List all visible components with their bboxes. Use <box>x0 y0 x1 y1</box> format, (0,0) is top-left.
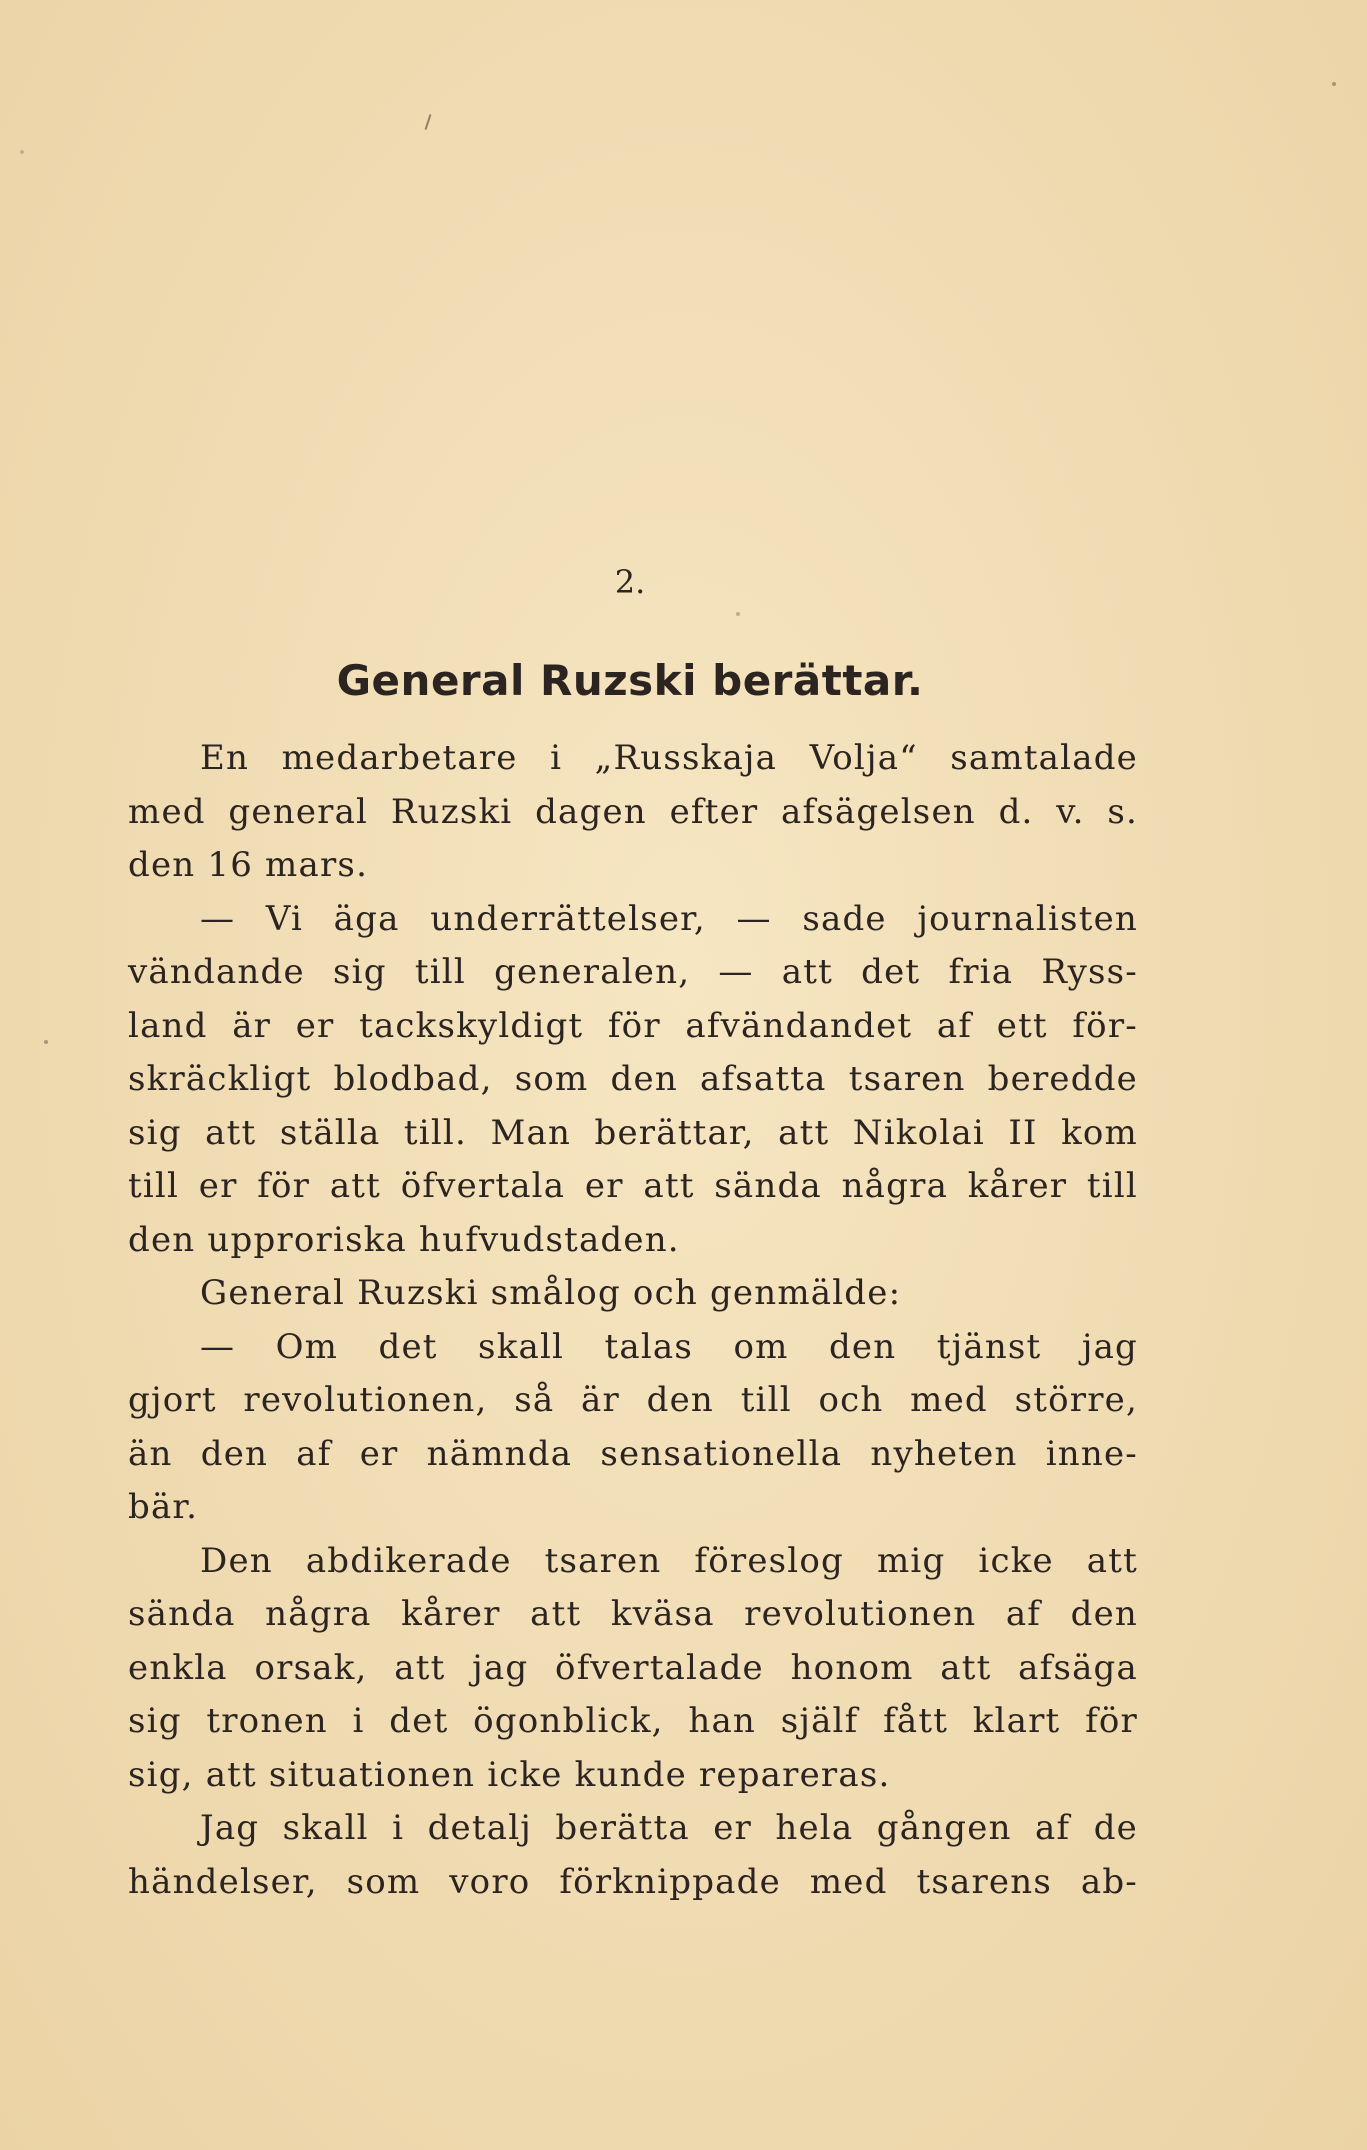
text-line: — Vi äga underrättelser, — sade journalisten <box>200 898 1138 939</box>
text-line: enkla orsak, att jag öfvertalade honom att afsäga <box>128 1647 1138 1688</box>
paper-speck <box>20 150 24 154</box>
text-line: General Ruzski smålog och genmälde: <box>200 1273 902 1313</box>
text-line: — Om det skall talas om den tjänst jag <box>200 1326 1138 1367</box>
text-line: skräckligt blodbad, som den afsatta tsaren beredde <box>128 1059 1138 1099</box>
chapter-heading: General Ruzski berättar. <box>336 656 924 705</box>
text-line: händelser, som voro förknippade med tsarens ab- <box>128 1861 1138 1902</box>
text-line: En medarbetare i „Russkaja Volja“ samtalade <box>200 738 1138 778</box>
text-line: Jag skall i detalj berätta er hela gången af de <box>200 1808 1138 1848</box>
text-line: sig tronen i det ögonblick, han själf fått klart för <box>128 1701 1138 1741</box>
paragraph <box>128 1267 1138 1321</box>
paper-speck <box>44 1040 48 1044</box>
paragraph <box>128 893 1138 1268</box>
text-line: vändande sig till generalen, — att det fria Ryss- <box>128 952 1138 992</box>
ink-mark <box>425 114 432 130</box>
paper-speck <box>736 612 740 616</box>
page-number: 2. <box>614 563 646 601</box>
text-line: med general Ruzski dagen efter afsägelsen d. v. s. <box>128 791 1138 832</box>
text-line: land är er tackskyldigt för afvändandet af ett för- <box>128 1005 1138 1046</box>
text-line: sig, att situationen icke kunde repareras. <box>128 1754 891 1795</box>
text-line: sig att ställa till. Man berättar, att Nikolai II kom <box>128 1112 1138 1153</box>
paragraph <box>128 1535 1138 1803</box>
text-line: den 16 mars. <box>128 845 369 885</box>
body-text <box>128 732 1138 1909</box>
text-line: än den af er nämnda sensationella nyheten inne- <box>128 1433 1138 1474</box>
paragraph <box>128 732 1138 893</box>
paragraph <box>128 1802 1138 1909</box>
text-line: sända några kårer att kväsa revolutionen af den <box>128 1594 1138 1634</box>
text-line: den upproriska hufvudstaden. <box>128 1219 680 1260</box>
text-line: gjort revolutionen, så är den till och med större, <box>128 1380 1138 1420</box>
paragraph <box>128 1321 1138 1535</box>
text-line: bär. <box>128 1487 199 1527</box>
text-line: Den abdikerade tsaren föreslog mig icke att <box>200 1540 1138 1581</box>
text-line: till er för att öfvertala er att sända några kårer till <box>128 1166 1138 1206</box>
paper-speck <box>1332 82 1336 86</box>
